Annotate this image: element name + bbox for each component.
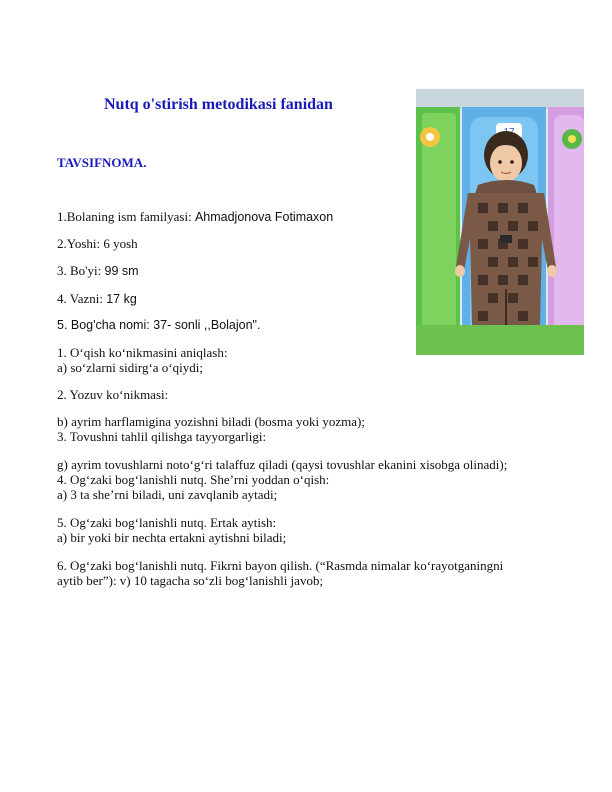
child-photo: [416, 89, 584, 355]
section-6-line-1: 6. Og‘zaki bog‘lanishli nutq. Fikrni bayon qilish. (“Rasmda nimalar ko‘rayotganingni: [57, 558, 504, 573]
section-2: [57, 387, 168, 402]
name-label: 1.Bolaning ism familyasi:: [57, 209, 195, 224]
age-label: 2.Yoshi:: [57, 236, 104, 251]
height-value: 99 sm: [104, 264, 139, 278]
height-label: 3. Bo'yi:: [57, 263, 105, 278]
document-subtitle: TAVSIFNOMA.: [57, 155, 147, 170]
section-2-answer: b) ayrim harflamigina yozishni biladi (bosma yoki yozma);: [57, 414, 365, 429]
section-1-title: 1. O‘qish ko‘nikmasini aniqlash:: [57, 345, 228, 360]
age-value: 6 yosh: [103, 236, 138, 251]
section-5-answer: a) bir yoki bir nechta ertakni aytishni biladi;: [57, 530, 287, 545]
section-4-title: 4. Og‘zaki bog‘lanishli nutq. She’rni yoddan o‘qish:: [57, 472, 330, 487]
weight-value: 17 kg: [106, 292, 137, 306]
kindergarten-line: 5. Bog'cha nomi: 37- sonli ,,Bolajon".: [57, 318, 261, 332]
section-3-4: [57, 457, 507, 502]
section-1: [57, 345, 227, 375]
weight-line: [57, 291, 137, 307]
document-title: Nutq o'stirish metodikasi fanidan: [104, 96, 333, 113]
section-5-title: 5. Og‘zaki bog‘lanishli nutq. Ertak aytish:: [57, 515, 277, 530]
section-2-3: [57, 414, 365, 444]
name-value: Ahmadjonova Fotimaxon: [194, 210, 334, 224]
age-line: [57, 236, 138, 251]
section-6-line-2: aytib ber”): v) 10 tagacha so‘zli bog‘lanishli javob;: [57, 573, 324, 588]
section-4-answer: a) 3 ta she’rni biladi, uni zavqlanib aytadi;: [57, 487, 278, 502]
name-line: [57, 209, 333, 225]
section-3-title: 3. Tovushni tahlil qilishga tayyorgarligi:: [57, 429, 267, 444]
weight-label: 4. Vazni:: [57, 291, 107, 306]
section-5: [57, 515, 286, 545]
height-line: [57, 263, 139, 279]
section-1-answer: a) so‘zlarni sidirg‘a o‘qiydi;: [57, 360, 203, 375]
section-2-title: 2. Yozuv ko‘nikmasi:: [57, 387, 169, 402]
section-6: [57, 558, 503, 588]
section-3-answer: g) ayrim tovushlarni noto‘g‘ri talaffuz qiladi (qaysi tovushlar ekanini xisobga olinadi);: [57, 457, 508, 472]
